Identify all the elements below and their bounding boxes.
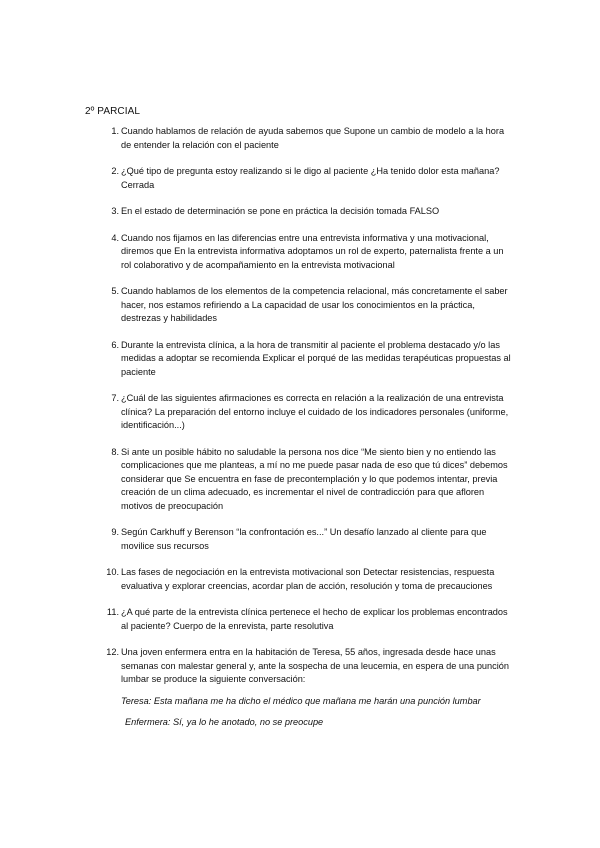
question-text: ¿Cuál de las siguientes afirmaciones es correcta en relación a la realización de una entrevista clínica? La preparación del entorno incluye el cuidado de los indicadores personales (uniforme, identificación...)	[121, 393, 509, 430]
question-7	[101, 392, 511, 433]
question-10	[101, 566, 511, 593]
question-text: Una joven enfermera entra en la habitación de Teresa, 55 años, ingresada desde hace unas semanas con malestar general y, ante la sospecha de una leucemia, en espera de una punción lumbar se produce la siguiente conversación:	[121, 647, 509, 684]
question-number: 1.	[111, 126, 119, 136]
question-number: 7.	[111, 393, 119, 403]
question-6	[101, 339, 511, 380]
question-text: En el estado de determinación se pone en práctica la decisión tomada FALSO	[121, 206, 440, 216]
conversation-line-enfermera: Enfermera: Sí, ya lo he anotado, no se preocupe	[125, 717, 324, 727]
question-number: 5.	[111, 286, 119, 296]
question-number: 10.	[106, 567, 119, 577]
question-number: 11.	[106, 607, 119, 617]
question-text: Durante la entrevista clínica, a la hora de transmitir al paciente el problema destacado y/o las medidas a adoptar se recomienda Explicar el porqué de las medidas terapéuticas propuestas al paciente	[121, 339, 511, 377]
question-text: ¿Qué tipo de pregunta estoy realizando si le digo al paciente ¿Ha tenido dolor esta mañana? Cerrada	[121, 166, 500, 190]
question-2	[101, 165, 511, 192]
question-number: 9.	[111, 527, 119, 537]
question-number: 3.	[111, 206, 119, 216]
question-9	[101, 526, 511, 553]
question-number: 6.	[111, 339, 119, 350]
question-number: 2.	[111, 166, 119, 176]
question-number: 12.	[106, 647, 119, 657]
question-text: Si ante un posible hábito no saludable la persona nos dice “Me siento bien y no entiendo las complicaciones que me planteas, a mí no me puede pasar nada de eso que tú dices” debemos considerar que Se encuentra en fase de precontemplación y lo que podemos intentar, previa creación de un clima adecuado, es incrementar el nivel de contradicción para que afloren motivos de preocupación	[121, 446, 508, 511]
question-5	[101, 285, 511, 326]
page-heading: 2º PARCIAL	[85, 106, 141, 117]
conversation-line-teresa: Teresa: Esta mañana me ha dicho el médico que mañana me harán una punción lumbar	[121, 695, 481, 706]
question-8	[101, 446, 511, 514]
question-text: Cuando hablamos de relación de ayuda sabemos que Supone un cambio de modelo a la hora de entender la relación con el paciente	[121, 126, 505, 150]
question-text: Según Carkhuff y Berenson “la confrontación es...” Un desafío lanzado al cliente para que movilice sus recursos	[121, 527, 487, 551]
question-4	[101, 232, 511, 273]
question-3	[101, 205, 511, 219]
question-number: 4.	[111, 232, 119, 243]
question-text: Las fases de negociación en la entrevista motivacional son Detectar resistencias, respuesta evaluativa y explorar creencias, acordar plan de acción, resolución y toma de precauciones	[121, 567, 495, 591]
question-list	[101, 125, 511, 743]
question-text: Cuando nos fijamos en las diferencias entre una entrevista informativa y una motivacional, diremos que En la entrevista informativa adoptamos un rol de experto, paternalista frente a un rol colaborativo y de acompañamiento en la entrevista motivacional	[121, 232, 504, 270]
question-text: ¿A qué parte de la entrevista clínica pertenece el hecho de explicar los problemas encontrados al paciente? Cuerpo de la enrevista, parte resolutiva	[121, 607, 508, 631]
question-11	[101, 606, 511, 633]
question-number: 8.	[111, 446, 119, 457]
question-text: Cuando hablamos de los elementos de la competencia relacional, más concretamente el saber hacer, nos estamos refiriendo a La capacidad de usar los conocimientos en la práctica, destrezas y habilidades	[121, 286, 508, 323]
question-12	[101, 646, 511, 730]
question-1	[101, 125, 511, 152]
